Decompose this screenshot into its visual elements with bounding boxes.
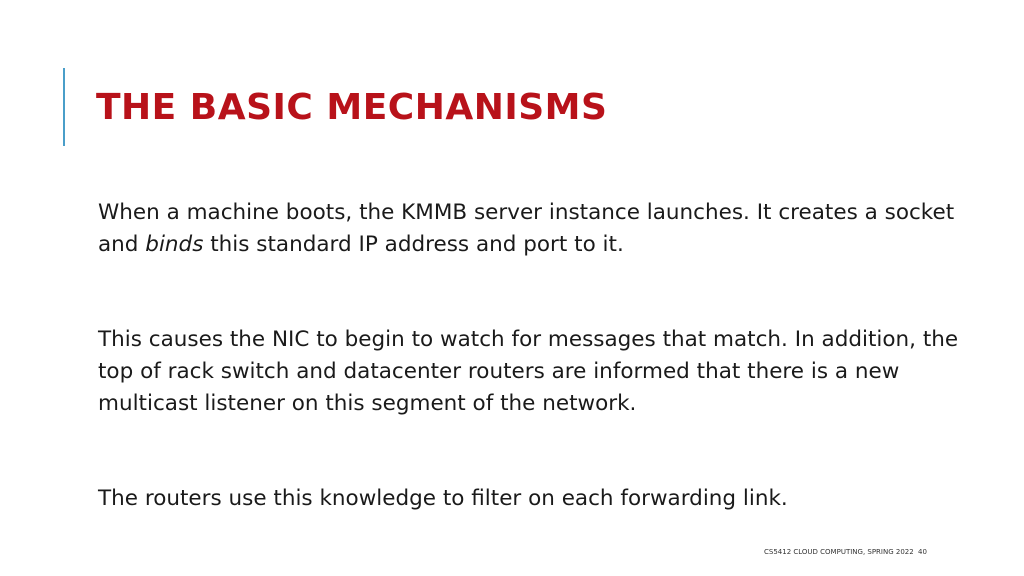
binds-emphasis: binds: [145, 232, 204, 257]
paragraph-boot-part2: this standard IP address and port to it.: [203, 232, 624, 257]
paragraph-routers: The routers use this knowledge to filter on each forwarding link.: [98, 486, 788, 511]
page-number: 40: [918, 548, 927, 556]
paragraph-boot: [98, 197, 978, 261]
paragraph-nic: This causes the NIC to begin to watch for messages that match. In addition, the top of rack switch and datacenter routers are informed that there is a new multicast listener on this segment of the network.: [98, 327, 959, 416]
paragraph-boot-part1: When a machine boots, the KMMB server instance launches. It creates a socket and: [98, 200, 955, 257]
title-accent-bar: [63, 68, 65, 146]
footer-course-label: CS5412 CLOUD COMPUTING, SPRING 2022: [764, 548, 914, 556]
slide-title: THE BASIC MECHANISMS: [96, 87, 608, 128]
